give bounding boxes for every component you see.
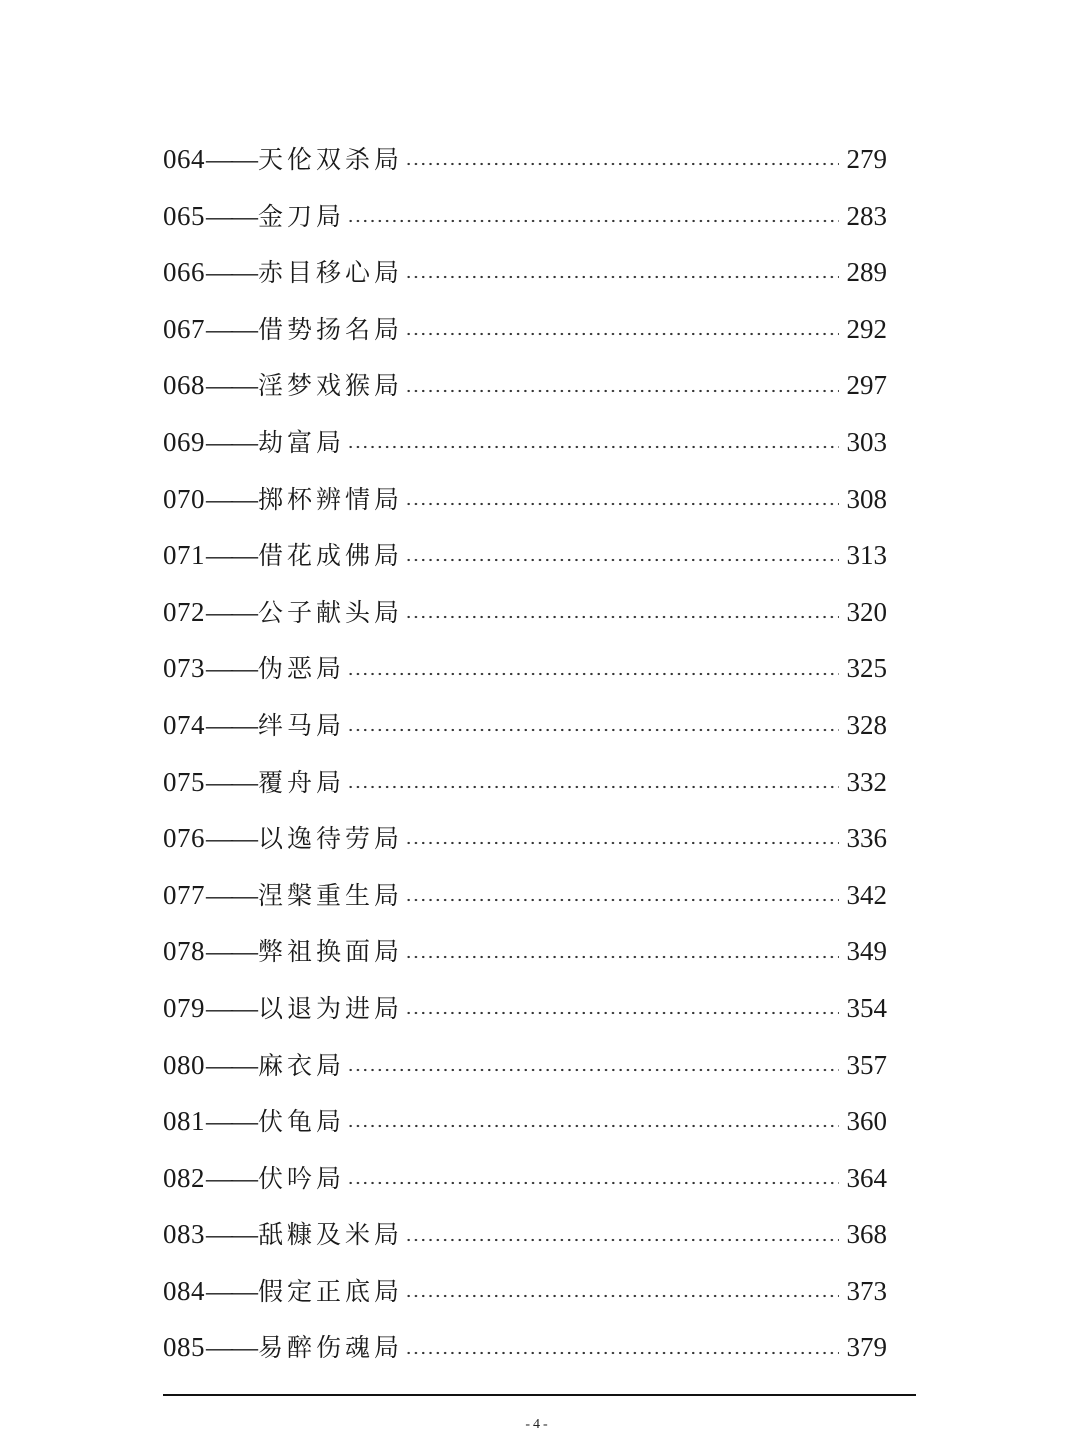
entry-page-number: 349 xyxy=(846,936,887,967)
entry-page-number: 328 xyxy=(846,709,887,740)
entry-dash: —— xyxy=(206,313,256,344)
entry-title: 天伦双杀局 xyxy=(258,145,404,174)
entry-page-number: 354 xyxy=(846,992,887,1023)
toc-entry[interactable] xyxy=(163,584,887,641)
toc-entry[interactable] xyxy=(163,754,887,811)
entry-title: 涅槃重生局 xyxy=(258,880,404,910)
dot-leader xyxy=(405,558,839,562)
entry-title: 借花成佛局 xyxy=(258,541,404,571)
dot-leader xyxy=(347,1124,839,1128)
entry-page-number: 279 xyxy=(846,144,887,174)
entry-title: 舐糠及米局 xyxy=(258,1220,404,1250)
entry-title: 公子献头局 xyxy=(258,597,404,627)
entry-dash: —— xyxy=(206,426,256,457)
entry-page-number: 360 xyxy=(846,1106,887,1137)
entry-number: 081 xyxy=(163,1106,205,1137)
entry-number: 075 xyxy=(163,766,205,797)
entry-dash: —— xyxy=(206,1332,256,1363)
entry-dash: —— xyxy=(206,257,256,288)
entry-dash: —— xyxy=(206,879,256,910)
entry-number: 070 xyxy=(163,483,205,514)
entry-number: 066 xyxy=(163,257,205,288)
entry-title: 伏吟局 xyxy=(258,1163,346,1193)
dot-leader xyxy=(405,275,839,279)
dot-leader xyxy=(405,1238,839,1242)
entry-title: 覆舟局 xyxy=(258,767,346,797)
toc-entry[interactable] xyxy=(163,1093,887,1150)
entry-title: 借势扬名局 xyxy=(258,314,404,344)
dot-leader xyxy=(347,1068,839,1072)
entry-dash: —— xyxy=(206,483,256,514)
toc-entry[interactable] xyxy=(163,527,887,584)
toc-entry[interactable] xyxy=(163,697,887,754)
entry-number: 084 xyxy=(163,1275,205,1306)
toc-entry[interactable] xyxy=(163,1150,887,1207)
entry-page-number: 292 xyxy=(846,313,887,344)
entry-dash: —— xyxy=(206,936,256,967)
toc-entry[interactable] xyxy=(163,1319,887,1376)
entry-title: 弊祖换面局 xyxy=(258,937,404,967)
dot-leader xyxy=(405,898,839,902)
entry-title: 赤目移心局 xyxy=(258,258,404,288)
dot-leader xyxy=(347,445,839,449)
toc-entry[interactable] xyxy=(163,414,887,471)
entry-page-number: 364 xyxy=(846,1162,887,1193)
toc-entry[interactable] xyxy=(163,1263,887,1320)
entry-title: 易醉伤魂局 xyxy=(258,1333,404,1363)
entry-page-number: 297 xyxy=(846,370,887,401)
entry-dash: —— xyxy=(206,766,256,797)
toc-entry[interactable] xyxy=(163,188,887,245)
entry-number: 082 xyxy=(163,1162,205,1193)
entry-number: 067 xyxy=(163,313,205,344)
toc-entry[interactable] xyxy=(163,301,887,358)
dot-leader xyxy=(347,219,839,223)
dot-leader xyxy=(405,332,839,336)
entry-number: 076 xyxy=(163,823,205,854)
entry-title: 劫富局 xyxy=(258,427,346,457)
entry-number: 073 xyxy=(163,653,205,684)
entry-page-number: 342 xyxy=(846,879,887,910)
table-of-contents xyxy=(163,131,887,1376)
entry-title: 掷杯辨情局 xyxy=(258,484,404,514)
entry-number: 074 xyxy=(163,709,205,740)
toc-entry[interactable] xyxy=(163,244,887,301)
entry-number: 077 xyxy=(163,879,205,910)
entry-title: 伪恶局 xyxy=(258,654,346,684)
dot-leader xyxy=(405,615,839,619)
entry-page-number: 325 xyxy=(846,653,887,684)
entry-page-number: 336 xyxy=(846,823,887,854)
entry-page-number: 373 xyxy=(846,1275,887,1306)
entry-number: 069 xyxy=(163,426,205,457)
entry-dash: —— xyxy=(206,1162,256,1193)
entry-dash: —— xyxy=(206,992,256,1023)
entry-page-number: 368 xyxy=(846,1219,887,1250)
dot-leader xyxy=(347,728,839,732)
toc-entry[interactable] xyxy=(163,640,887,697)
entry-number: 071 xyxy=(163,540,205,571)
toc-entry[interactable] xyxy=(163,980,887,1037)
dot-leader xyxy=(347,785,839,789)
entry-page-number: 320 xyxy=(846,596,887,627)
dot-leader xyxy=(405,389,839,393)
toc-entry[interactable] xyxy=(163,867,887,924)
entry-number: 065 xyxy=(163,200,205,231)
toc-entry[interactable] xyxy=(163,357,887,414)
toc-entry[interactable] xyxy=(163,923,887,980)
entry-page-number: 313 xyxy=(846,540,887,571)
dot-leader xyxy=(405,1011,839,1015)
entry-dash: —— xyxy=(206,823,256,854)
toc-entry[interactable] xyxy=(163,1206,887,1263)
entry-title: 以退为进局 xyxy=(258,993,404,1023)
footer-page-number: -4- xyxy=(525,1417,551,1432)
entry-title: 金刀局 xyxy=(258,201,346,231)
entry-dash: —— xyxy=(206,1106,256,1137)
entry-number: 072 xyxy=(163,596,205,627)
entry-number: 078 xyxy=(163,936,205,967)
entry-page-number: 332 xyxy=(846,766,887,797)
entry-dash: —— xyxy=(206,540,256,571)
entry-dash: —— xyxy=(206,144,256,174)
entry-page-number: 379 xyxy=(846,1332,887,1363)
entry-dash: —— xyxy=(206,596,256,627)
toc-entry[interactable] xyxy=(163,810,887,867)
dot-leader xyxy=(405,955,839,959)
entry-page-number: 283 xyxy=(846,200,887,231)
entry-number: 083 xyxy=(163,1219,205,1250)
dot-leader xyxy=(405,841,839,845)
entry-title: 假定正底局 xyxy=(258,1276,404,1306)
toc-entry[interactable] xyxy=(163,471,887,528)
entry-number: 068 xyxy=(163,370,205,401)
entry-dash: —— xyxy=(206,709,256,740)
dot-leader xyxy=(405,1351,839,1355)
entry-title: 淫梦戏猴局 xyxy=(258,371,404,401)
entry-dash: —— xyxy=(206,1275,256,1306)
entry-title: 伏龟局 xyxy=(258,1107,346,1137)
dot-leader xyxy=(347,1181,839,1185)
entry-number: 079 xyxy=(163,992,205,1023)
entry-title: 以逸待劳局 xyxy=(258,824,404,854)
entry-page-number: 357 xyxy=(846,1049,887,1080)
entry-number: 080 xyxy=(163,1049,205,1080)
dot-leader xyxy=(405,502,839,506)
entry-dash: —— xyxy=(206,1049,256,1080)
entry-dash: —— xyxy=(206,200,256,231)
dot-leader xyxy=(405,162,839,166)
entry-number: 085 xyxy=(163,1332,205,1363)
entry-page-number: 303 xyxy=(846,426,887,457)
entry-page-number: 289 xyxy=(846,257,887,288)
entry-page-number: 308 xyxy=(846,483,887,514)
entry-title: 绊马局 xyxy=(258,710,346,740)
footer-divider xyxy=(163,1394,916,1396)
dot-leader xyxy=(347,672,839,676)
entry-number: 064 xyxy=(163,144,205,174)
entry-dash: —— xyxy=(206,370,256,401)
dot-leader xyxy=(405,1294,839,1298)
entry-dash: —— xyxy=(206,1219,256,1250)
entry-dash: —— xyxy=(206,653,256,684)
toc-entry[interactable] xyxy=(163,131,887,188)
entry-title: 麻衣局 xyxy=(258,1050,346,1080)
toc-entry[interactable] xyxy=(163,1037,887,1094)
